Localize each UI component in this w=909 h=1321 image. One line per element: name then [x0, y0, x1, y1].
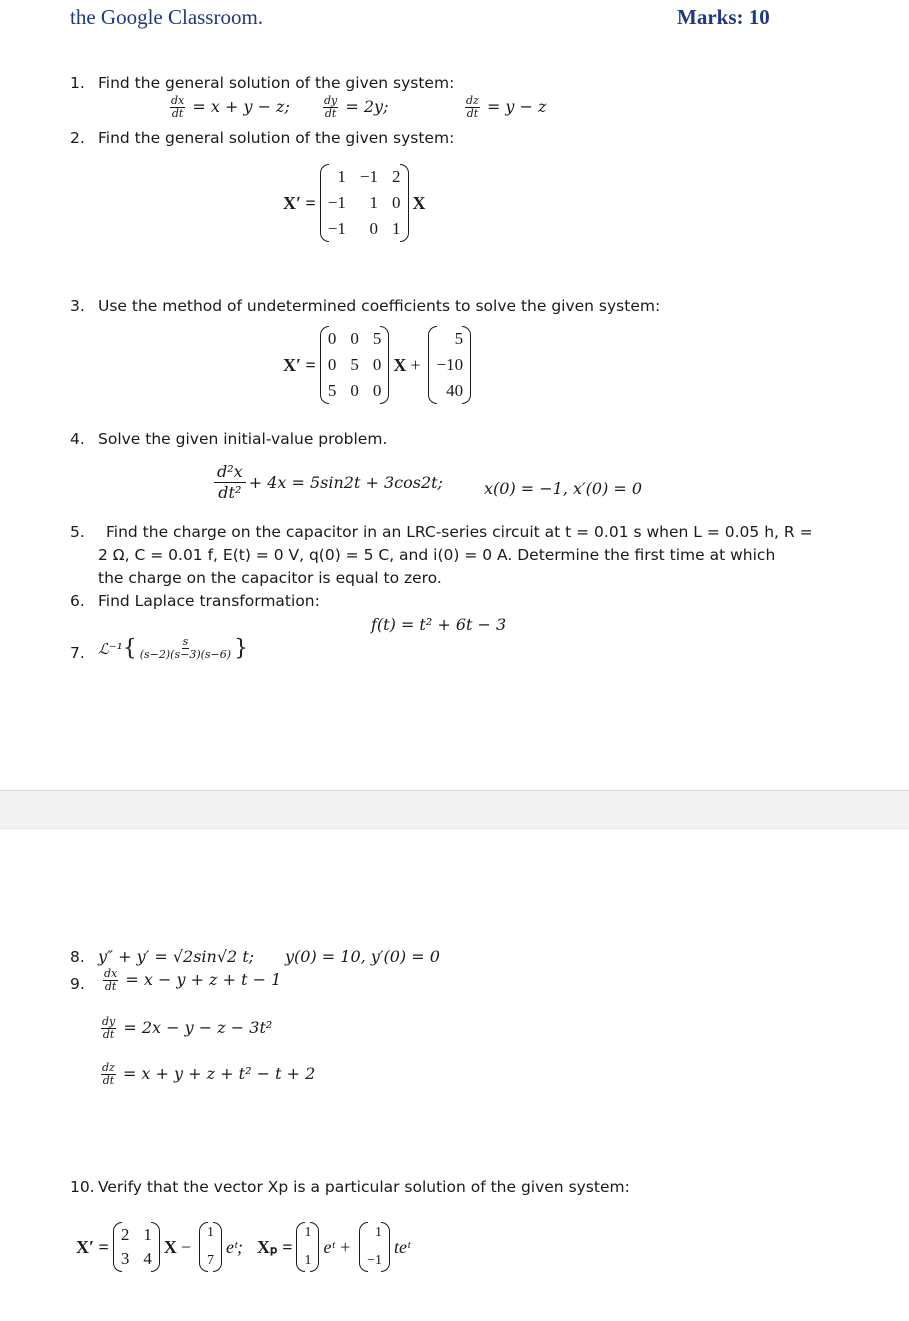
q1-equations: $\frac{dx}{dt}$ = x + y − z; — [171, 94, 290, 120]
q10-vector-3: 1 −1 — [359, 1222, 390, 1272]
marks-label: Marks: 10 — [677, 5, 770, 29]
q1-text: Find the general solution of the given system: — [98, 74, 455, 92]
q10-number: 10. — [70, 1178, 95, 1196]
q9-equation-1: $\frac{dx}{dt}$ = x − y + z + t − 1 — [104, 967, 282, 993]
q3-vector: 5 −10 40 — [428, 326, 471, 404]
q5-line1: Find the charge on the capacitor in an LRC-series circuit at t = 0.01 s when L = 0.05 h, R = — [106, 523, 813, 541]
q6-number: 6. — [70, 592, 85, 610]
q5-number: 5. — [70, 523, 85, 541]
q5-line3: the charge on the capacitor is equal to zero. — [98, 569, 442, 587]
page-break-band — [0, 790, 909, 829]
q3-text: Use the method of undetermined coefficients to solve the given system: — [98, 297, 661, 315]
q2-matrix: 1 −1 2 −1 1 0 −1 0 1 — [320, 164, 409, 242]
q4-text: Solve the given initial-value problem. — [98, 430, 388, 448]
q10-vector-1: 1 7 — [199, 1222, 222, 1272]
q9-equation-2: $\frac{dy}{dt}$ = 2x − y − z − 3t² — [102, 1015, 273, 1041]
q8-number: 8. — [70, 948, 85, 966]
q4-equation: d²x dt² + 4x = 5sin2t + 3cos2t; — [214, 462, 443, 503]
q10-matrix: 2 1 3 4 — [113, 1222, 160, 1272]
q1-equation-3: $\frac{dz}{dt}$ = y − z — [466, 94, 547, 120]
q8-conditions: y(0) = 10, y′(0) = 0 — [285, 947, 440, 966]
q4-number: 4. — [70, 430, 85, 448]
q6-text: Find Laplace transformation: — [98, 592, 320, 610]
q2-text: Find the general solution of the given system: — [98, 129, 455, 147]
q5-line2: 2 Ω, C = 0.01 f, E(t) = 0 V, q(0) = 5 C, and i(0) = 0 A. Determine the first time at which — [98, 546, 776, 564]
q1-equation-2: $\frac{dy}{dt}$ = 2y; — [324, 94, 389, 120]
header-fragment: the Google Classroom. — [70, 5, 264, 29]
q4-conditions: x(0) = −1, x′(0) = 0 — [484, 479, 643, 498]
q9-equation-3: $\frac{dz}{dt}$ = x + y + z + t² − t + 2 — [102, 1061, 316, 1087]
q2-number: 2. — [70, 129, 85, 147]
q3-matrix: 0 0 5 0 5 0 5 0 0 — [320, 326, 390, 404]
q7-expression: ℒ⁻¹ { $\frac{s}{(s-2)(s-3)(s-6)}$ } — [98, 635, 249, 661]
q2-system: X′ = 1 −1 2 −1 1 0 −1 0 1 X — [283, 164, 426, 242]
q1-number: 1. — [70, 74, 85, 92]
q6-formula: f(t) = t² + 6t − 3 — [371, 615, 507, 634]
q3-system: X′ = 0 0 5 0 5 0 5 0 0 X + 5 −10 40 — [283, 326, 475, 404]
q8-equation: y″ + y′ = √2sin√2 t; — [98, 947, 255, 966]
q7-number: 7. — [70, 644, 85, 662]
q9-number: 9. — [70, 975, 85, 993]
q10-system: X′ = 2 1 3 4 X − 1 7 eᵗ; Xₚ = 1 1 eᵗ + 1 −1 teᵗ — [76, 1222, 410, 1272]
q10-text: Verify that the vector Xp is a particular solution of the given system: — [98, 1178, 630, 1196]
q3-number: 3. — [70, 297, 85, 315]
q10-vector-2: 1 1 — [296, 1222, 319, 1272]
